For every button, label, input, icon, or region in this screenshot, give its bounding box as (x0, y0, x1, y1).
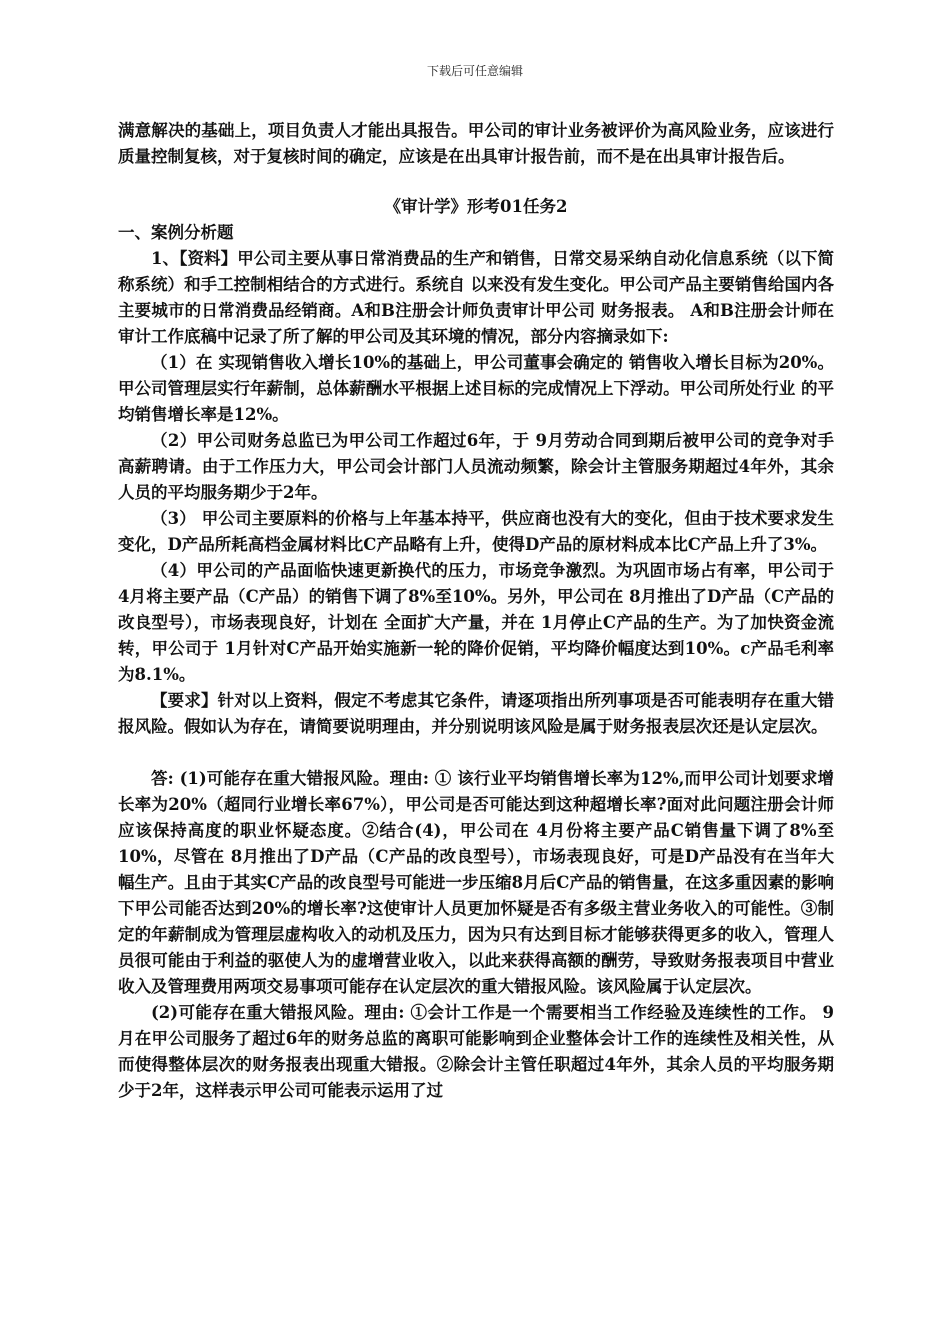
item-1-paragraph: （1）在 实现销售收入增长10%的基础上，甲公司董事会确定的 销售收入增长目标为20%。甲公司管理层实行年薪制，总体薪酬水平根据上述目标的完成情况上下浮动。甲公司所处行业 的平均销售增长率是12%。 (118, 353, 834, 424)
section-heading: 一、案例分析题 (118, 223, 234, 242)
material-paragraph: 1、【资料】甲公司主要从事日常消费品的生产和销售，日常交易采纳自动化信息系统（以下简称系统）和手工控制相结合的方式进行。系统自 以来没有发生变化。甲公司产品主要销售给国内各主要城市的日常消费品经销商。A和B注册会计师负责审计甲公司 财务报表。 A和B注册会计师在审计工作底稿中记录了所了解的甲公司及其环境的情况，部分内容摘录如下: (118, 249, 834, 346)
item-2-paragraph: （2）甲公司财务总监已为甲公司工作超过6年，于 9月劳动合同到期后被甲公司的竞争对手高薪聘请。由于工作压力大，甲公司会计部门人员流动频繁，除会计主管服务期超过4年外，其余人员的平均服务期少于2年。 (118, 431, 834, 502)
page-header: 下载后可任意编辑 (426, 64, 523, 78)
answer-2-paragraph: (2)可能存在重大错报风险。理由: ①会计工作是一个需要相当工作经验及连续性的工作。 9月在甲公司服务了超过6年的财务总监的离职可能影响到企业整体会计工作的连续性及相关性，从而使得整体层次的财务报表出现重大错报。②除会计主管任职超过4年外，其余人员的平均服务期少于2年，这样表示甲公司可能表示运用了过 (118, 1003, 834, 1100)
document-title: 《审计学》形考01任务2 (384, 197, 568, 216)
item-3-paragraph: （3） 甲公司主要原料的价格与上年基本持平，供应商也没有大的变化，但由于技术要求发生变化，D产品所耗高档金属材料比C产品略有上升，使得D产品的原材料成本比C产品上升了3%。 (118, 509, 834, 554)
requirement-paragraph: 【要求】针对以上资料，假定不考虑其它条件，请逐项指出所列事项是否可能表明存在重大错报风险。假如认为存在，请简要说明理由，并分别说明该风险是属于财务报表层次还是认定层次。 (118, 691, 834, 736)
intro-paragraph: 满意解决的基础上，项目负责人才能出具报告。甲公司的审计业务被评价为高风险业务，应该进行质量控制复核，对于复核时间的确定，应该是在出具审计报告前，而不是在出具审计报告后。 (118, 121, 834, 166)
paragraph-spacer (118, 740, 834, 766)
item-4-paragraph: （4）甲公司的产品面临快速更新换代的压力，市场竞争激烈。为巩固市场占有率，甲公司于 4月将主要产品（C产品）的销售下调了8%至10%。另外，甲公司在 8月推出了D产品（C产品的改良型号），市场表现良好，计划在 全面扩大产量，并在 1月停止C产品的生产。为了加快资金流转，甲公司于 1月针对C产品开始实施新一轮的降价促销，平均降价幅度达到10%。c产品毛利率为8.1%。 (118, 561, 834, 684)
document-body (118, 118, 834, 1104)
answer-1-paragraph: 答: (1)可能存在重大错报风险。理由: ① 该行业平均销售增长率为12%,而甲公司计划要求增长率为20%（超同行业增长率67%），甲公司是否可能达到这种超增长率?面对此问题注册会计师应该保持高度的职业怀疑态度。②结合(4)，甲公司在 4月份将主要产品C销售量下调了8%至10%，尽管在 8月推出了D产品（C产品的改良型号），市场表现良好，可是D产品没有在当年大幅生产。且由于其实C产品的改良型号可能进一步压缩8月后C产品的销售量，在这多重因素的影响下甲公司能否达到20%的增长率?这使审计人员更加怀疑是否有多级主营业务收入的可能性。③制定的年薪制成为管理层虚构收入的动机及压力，因为只有达到目标才能够获得更多的收入，管理人员很可能由于利益的驱使人为的虚增营业收入，以此来获得高额的酬劳，导致财务报表项目中营业收入及管理费用两项交易事项可能存在认定层次的重大错报风险。该风险属于认定层次。 (118, 769, 834, 996)
